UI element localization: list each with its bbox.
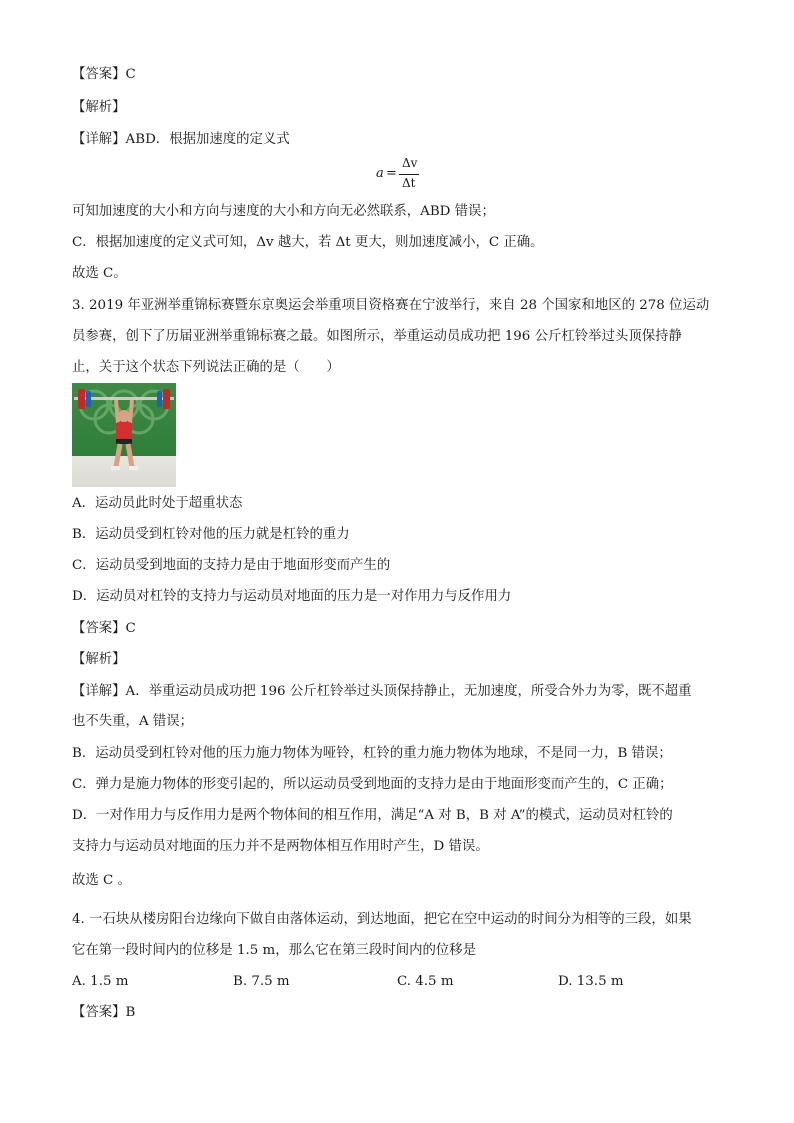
option-a: A．运动员此时处于超重状态 <box>72 496 243 511</box>
analysis-label: 【解析】 <box>72 100 126 115</box>
answer-label: 【答案】C <box>72 67 136 82</box>
analysis-label: 【解析】 <box>72 652 126 667</box>
detail-line: 【详解】A．举重运动员成功把 196 公斤杠铃举过头顶保持静止，无加速度，所受合外力为零，既不超重 <box>72 684 692 699</box>
question-4-text: 它在第一段时间内的位移是 1.5 m，那么它在第三段时间内的位移是 <box>72 943 477 958</box>
formula-lhs: a <box>376 166 384 181</box>
detail-line: 也不失重，A 错误； <box>72 714 194 729</box>
answer-label: 【答案】C <box>72 621 136 636</box>
q4-option-c: C. 4.5 m <box>397 974 454 989</box>
question-4-text: 4. 一石块从楼房阳台边缘向下做自由落体运动，到达地面，把它在空中运动的时间分为相等的三段，如果 <box>72 912 692 927</box>
detail-line: C．根据加速度的定义式可知，Δv 越大，若 Δt 更大，则加速度减小，C 正确。 <box>72 235 544 250</box>
detail-line: 【详解】ABD．根据加速度的定义式 <box>72 132 290 147</box>
detail-line: C．弹力是施力物体的形变引起的，所以运动员受到地面的支持力是由于地面形变而产生的，C 正确； <box>72 777 673 792</box>
fraction-bar <box>399 174 419 175</box>
formula-equals: = <box>386 166 397 181</box>
detail-line: D．一对作用力与反作用力是两个物体间的相互作用，满足“A 对 B，B 对 A”的模式，运动员对杠铃的 <box>72 808 673 823</box>
detail-line: 可知加速度的大小和方向与速度的大小和方向无必然联系，ABD 错误； <box>72 204 495 219</box>
q4-option-d: D. 13.5 m <box>558 974 624 989</box>
q4-option-a: A. 1.5 m <box>72 974 129 989</box>
question-3-text: 员参赛，创下了历届亚洲举重锦标赛之最。如图所示，举重运动员成功把 196 公斤杠铃举过头顶保持静 <box>72 329 682 344</box>
acceleration-formula <box>370 156 430 196</box>
question-3-text: 3. 2019 年亚洲举重锦标赛暨东京奥运会举重项目资格赛在宁波举行，来自 28 个国家和地区的 278 位运动 <box>72 298 710 313</box>
detail-line: 支持力与运动员对地面的压力并不是两物体相互作用时产生，D 错误。 <box>72 839 489 854</box>
weightlifter-photo <box>72 383 176 487</box>
formula-numerator: Δv <box>402 156 418 170</box>
answer-label: 【答案】B <box>72 1005 136 1020</box>
q4-option-b: B. 7.5 m <box>233 974 290 989</box>
formula-denominator: Δt <box>402 176 416 190</box>
conclusion-line: 故选 C 。 <box>72 873 131 888</box>
option-d: D．运动员对杠铃的支持力与运动员对地面的压力是一对作用力与反作用力 <box>72 589 512 604</box>
option-c: C．运动员受到地面的支持力是由于地面形变而产生的 <box>72 558 391 573</box>
option-b: B．运动员受到杠铃对他的压力就是杠铃的重力 <box>72 527 350 542</box>
detail-line: B．运动员受到杠铃对他的压力施力物体为哑铃，杠铃的重力施力物体为地球，不是同一力，B 错误； <box>72 746 672 761</box>
question-3-text: 止，关于这个状态下列说法正确的是（ ） <box>72 360 340 375</box>
conclusion-line: 故选 C。 <box>72 266 127 281</box>
